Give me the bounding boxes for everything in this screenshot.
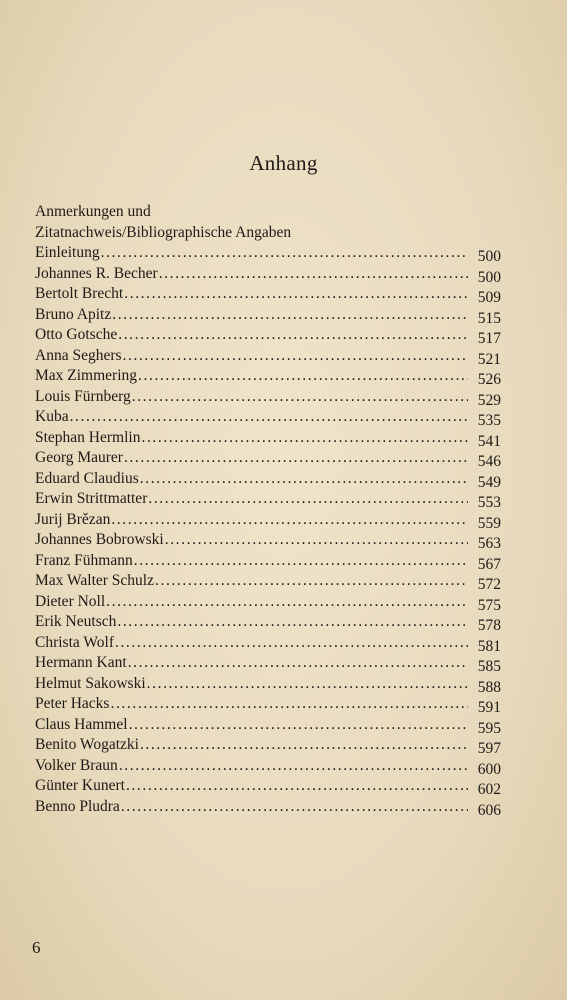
dot-leader	[134, 551, 468, 571]
toc-entry-name: Helmut Sakowski	[35, 674, 146, 692]
toc-entry-page: 602	[477, 781, 501, 798]
toc-entry	[35, 776, 501, 797]
toc-entry	[35, 633, 501, 654]
toc-entry	[35, 428, 501, 449]
toc-entry-page: 572	[477, 576, 501, 593]
toc-entry	[35, 735, 501, 756]
dot-leader	[140, 469, 468, 489]
toc-entry	[35, 756, 501, 777]
dot-leader	[124, 448, 468, 468]
dot-leader	[132, 387, 468, 407]
dot-leader	[111, 510, 468, 530]
toc-entry-page: 529	[477, 391, 501, 409]
toc-entry-name: Max Zimmering	[35, 367, 138, 384]
toc-entry	[35, 510, 501, 531]
toc-intro-line: Anmerkungen und	[35, 203, 151, 220]
toc-entry	[35, 387, 501, 408]
dot-leader	[117, 612, 468, 632]
toc-entry-page: 521	[477, 350, 501, 368]
toc-entry	[35, 305, 501, 326]
toc-entry	[35, 592, 501, 613]
toc-entry	[35, 612, 501, 633]
toc-entry-name: Johannes R. Becher	[35, 264, 158, 282]
toc-entry-page: 546	[477, 453, 501, 470]
toc-entry-name: Franz Fühmann	[35, 551, 133, 569]
dot-leader	[165, 530, 468, 550]
dot-leader	[141, 428, 468, 448]
toc-entry	[35, 469, 501, 490]
dot-leader	[129, 715, 468, 735]
toc-entry	[35, 674, 501, 695]
toc-entry-page: 575	[477, 596, 501, 614]
table-of-contents	[35, 243, 501, 817]
toc-entry-name: Otto Gotsche	[35, 326, 118, 343]
toc-entry	[35, 653, 501, 674]
toc-entry	[35, 284, 501, 305]
dot-leader	[106, 592, 468, 612]
dot-leader	[101, 243, 468, 263]
toc-entry	[35, 551, 501, 572]
toc-entry-name: Claus Hammel	[35, 715, 128, 733]
toc-entry-page: 535	[477, 412, 501, 429]
toc-entry	[35, 715, 501, 736]
toc-entry-name: Kuba	[35, 408, 69, 425]
toc-entry-name: Einleitung	[35, 244, 100, 261]
toc-entry-name: Eduard Claudius	[35, 469, 139, 487]
toc-entry-page: 500	[477, 268, 501, 286]
toc-entry-page: 559	[477, 514, 501, 532]
toc-entry	[35, 346, 501, 367]
toc-entry	[35, 530, 501, 551]
toc-entry-page: 549	[477, 473, 501, 491]
dot-leader	[147, 674, 468, 694]
toc-entry	[35, 797, 501, 818]
toc-entry	[35, 571, 501, 592]
toc-entry-name: Anna Seghers	[35, 346, 122, 364]
toc-entry-name: Benito Wogatzki	[35, 736, 139, 753]
toc-entry-name: Dieter Noll	[35, 592, 106, 610]
toc-entry	[35, 407, 501, 428]
toc-entry-page: 595	[477, 719, 501, 737]
toc-entry-name: Hermann Kant	[35, 654, 127, 671]
dot-leader	[118, 325, 468, 345]
toc-entry-page: 500	[477, 248, 501, 265]
toc-entry-page: 541	[477, 432, 501, 450]
dot-leader	[70, 407, 468, 427]
section-heading: Anhang	[249, 151, 318, 175]
toc-entry-name: Erik Neutsch	[35, 613, 117, 630]
toc-entry-name: Peter Hacks	[35, 695, 110, 712]
toc-entry	[35, 366, 501, 387]
toc-entry-name: Volker Braun	[35, 756, 118, 774]
dot-leader	[112, 305, 468, 325]
toc-entry-name: Louis Fürnberg	[35, 387, 131, 405]
dot-leader	[140, 735, 468, 755]
toc-entry-page: 588	[477, 678, 501, 696]
toc-entry-name: Günter Kunert	[35, 777, 125, 794]
dot-leader	[123, 346, 468, 366]
toc-entry-name: Georg Maurer	[35, 449, 123, 466]
toc-entry	[35, 489, 501, 510]
toc-entry-page: 581	[477, 637, 501, 655]
toc-entry	[35, 694, 501, 715]
dot-leader	[126, 776, 468, 796]
toc-entry-page: 563	[477, 535, 501, 552]
dot-leader	[115, 633, 468, 653]
dot-leader	[159, 264, 468, 284]
toc-entry	[35, 448, 501, 469]
toc-entry-name: Stephan Hermlin	[35, 428, 141, 446]
toc-entry	[35, 325, 501, 346]
toc-entry-page: 585	[477, 658, 501, 675]
dot-leader	[124, 284, 468, 304]
toc-entry-page: 606	[477, 801, 501, 819]
toc-entry-name: Johannes Bobrowski	[35, 531, 164, 548]
toc-entry-name: Erwin Strittmatter	[35, 490, 148, 507]
dot-leader	[119, 756, 468, 776]
toc-entry-page: 553	[477, 494, 501, 511]
toc-entry-name: Benno Pludra	[35, 797, 120, 815]
toc-entry-name: Bertolt Brecht	[35, 285, 124, 302]
dot-leader	[110, 694, 468, 714]
dot-leader	[128, 653, 468, 673]
dot-leader	[138, 366, 468, 386]
toc-entry-name: Christa Wolf	[35, 633, 114, 651]
toc-entry-page: 567	[477, 555, 501, 573]
toc-entry-page: 600	[477, 760, 501, 778]
toc-entry-page: 509	[477, 289, 501, 306]
toc-entry	[35, 264, 501, 285]
dot-leader	[121, 797, 468, 817]
toc-entry-page: 517	[477, 330, 501, 347]
toc-entry-page: 526	[477, 371, 501, 388]
toc-intro	[35, 201, 515, 243]
toc-intro-line: Zitatnachweis/Bibliographische Angaben	[35, 224, 292, 241]
dot-leader	[155, 571, 468, 591]
toc-entry-page: 578	[477, 617, 501, 634]
toc-entry-page: 591	[477, 699, 501, 716]
toc-entry	[35, 243, 501, 264]
toc-entry-name: Jurij Brězan	[35, 510, 111, 528]
page-number: 6	[32, 938, 41, 957]
toc-entry-page: 515	[477, 309, 501, 327]
toc-entry-name: Max Walter Schulz	[35, 572, 154, 589]
dot-leader	[148, 489, 468, 509]
toc-entry-page: 597	[477, 740, 501, 757]
toc-entry-name: Bruno Apitz	[35, 305, 112, 323]
